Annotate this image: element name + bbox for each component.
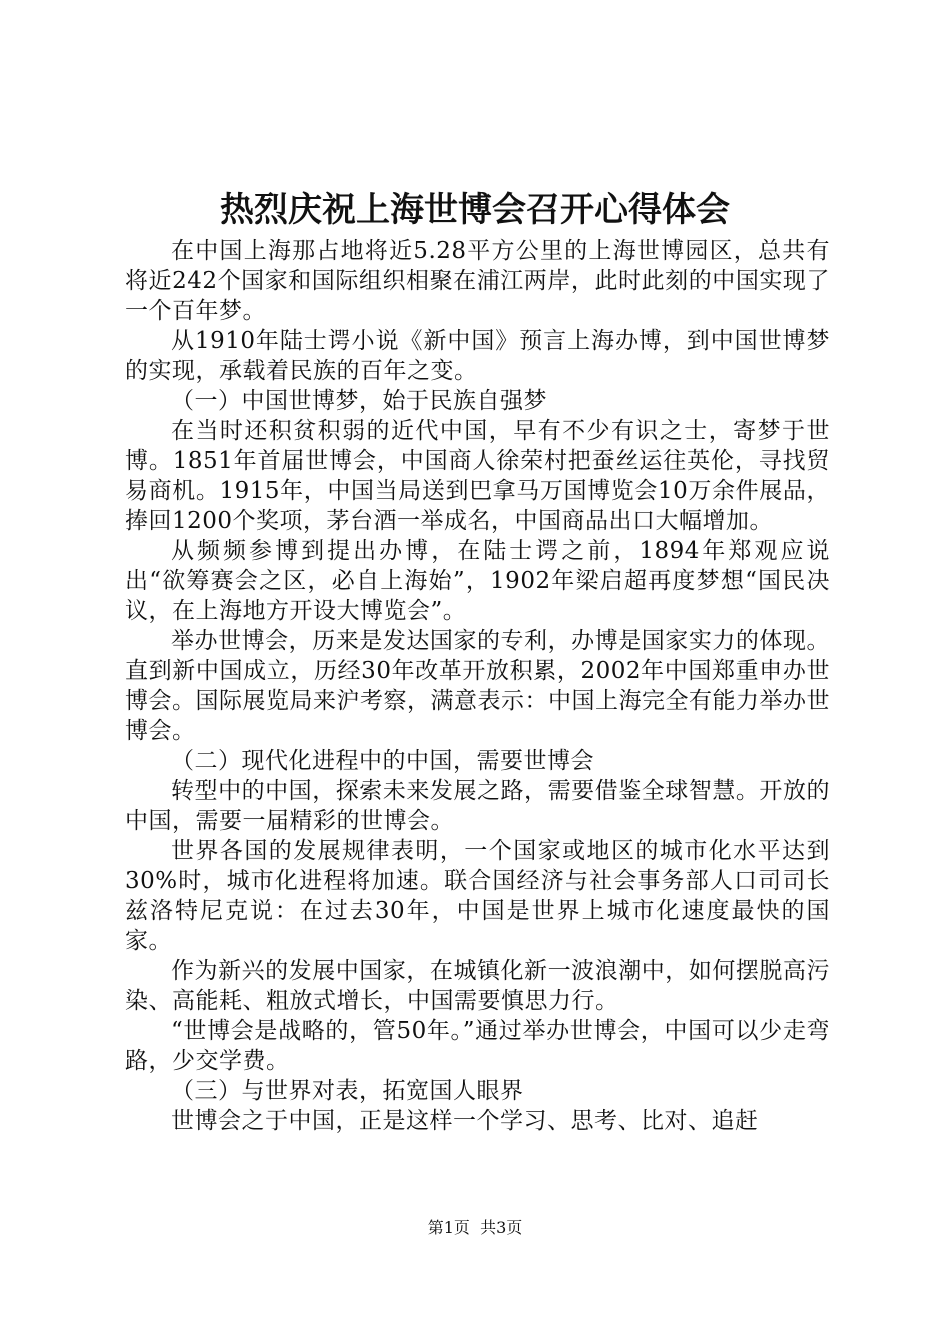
paragraph: “世博会是战略的，管50年。”通过举办世博会，中国可以少走弯路，少交学费。: [125, 1018, 830, 1074]
paragraph: 举办世博会，历来是发达国家的专利，办博是国家实力的体现。直到新中国成立，历经30年改革开放积累，2002年中国郑重申办世博会。国际展览局来沪考察，满意表示：中国上海完全有能力举办世博会。: [125, 628, 830, 744]
section-heading: （二）现代化进程中的中国，需要世博会: [171, 748, 594, 774]
page-number: 第1页 共3页: [427, 1218, 523, 1237]
document-title: 热烈庆祝上海世博会召开心得体会: [220, 190, 730, 230]
paragraph: 世博会之于中国，正是这样一个学习、思考、比对、追赶: [171, 1108, 759, 1134]
paragraph: 世界各国的发展规律表明，一个国家或地区的城市化水平达到30%时，城市化进程将加速。联合国经济与社会事务部人口司司长兹洛特尼克说：在过去30年，中国是世界上城市化速度最快的国家。: [125, 838, 830, 954]
paragraph: 作为新兴的发展中国家，在城镇化新一波浪潮中，如何摆脱高污染、高能耗、粗放式增长，中国需要慎思力行。: [125, 958, 830, 1014]
paragraph: 在中国上海那占地将近5.28平方公里的上海世博园区，总共有将近242个国家和国际组织相聚在浦江两岸，此时此刻的中国实现了一个百年梦。: [125, 238, 830, 324]
page-footer: [0, 1216, 950, 1240]
section-heading: （一）中国世博梦，始于民族自强梦: [171, 388, 547, 414]
paragraph: 转型中的中国，探索未来发展之路，需要借鉴全球智慧。开放的中国，需要一届精彩的世博会。: [125, 778, 830, 834]
paragraph: 从频频参博到提出办博，在陆士谔之前，1894年郑观应说出“欲筹赛会之区，必自上海始”，1902年梁启超再度梦想“国民决议，在上海地方开设大博览会”。: [125, 538, 830, 624]
paragraph: 从1910年陆士谔小说《新中国》预言上海办博，到中国世博梦的实现，承载着民族的百年之变。: [125, 328, 830, 384]
section-heading: （三）与世界对表，拓宽国人眼界: [171, 1078, 524, 1104]
document-body: [125, 236, 830, 1136]
paragraph: 在当时还积贫积弱的近代中国，早有不少有识之士，寄梦于世博。1851年首届世博会，中国商人徐荣村把蚕丝运往英伦，寻找贸易商机。1915年，中国当局送到巴拿马万国博览会10万余件展品，捧回1200个奖项，茅台酒一举成名，中国商品出口大幅增加。: [125, 418, 830, 534]
